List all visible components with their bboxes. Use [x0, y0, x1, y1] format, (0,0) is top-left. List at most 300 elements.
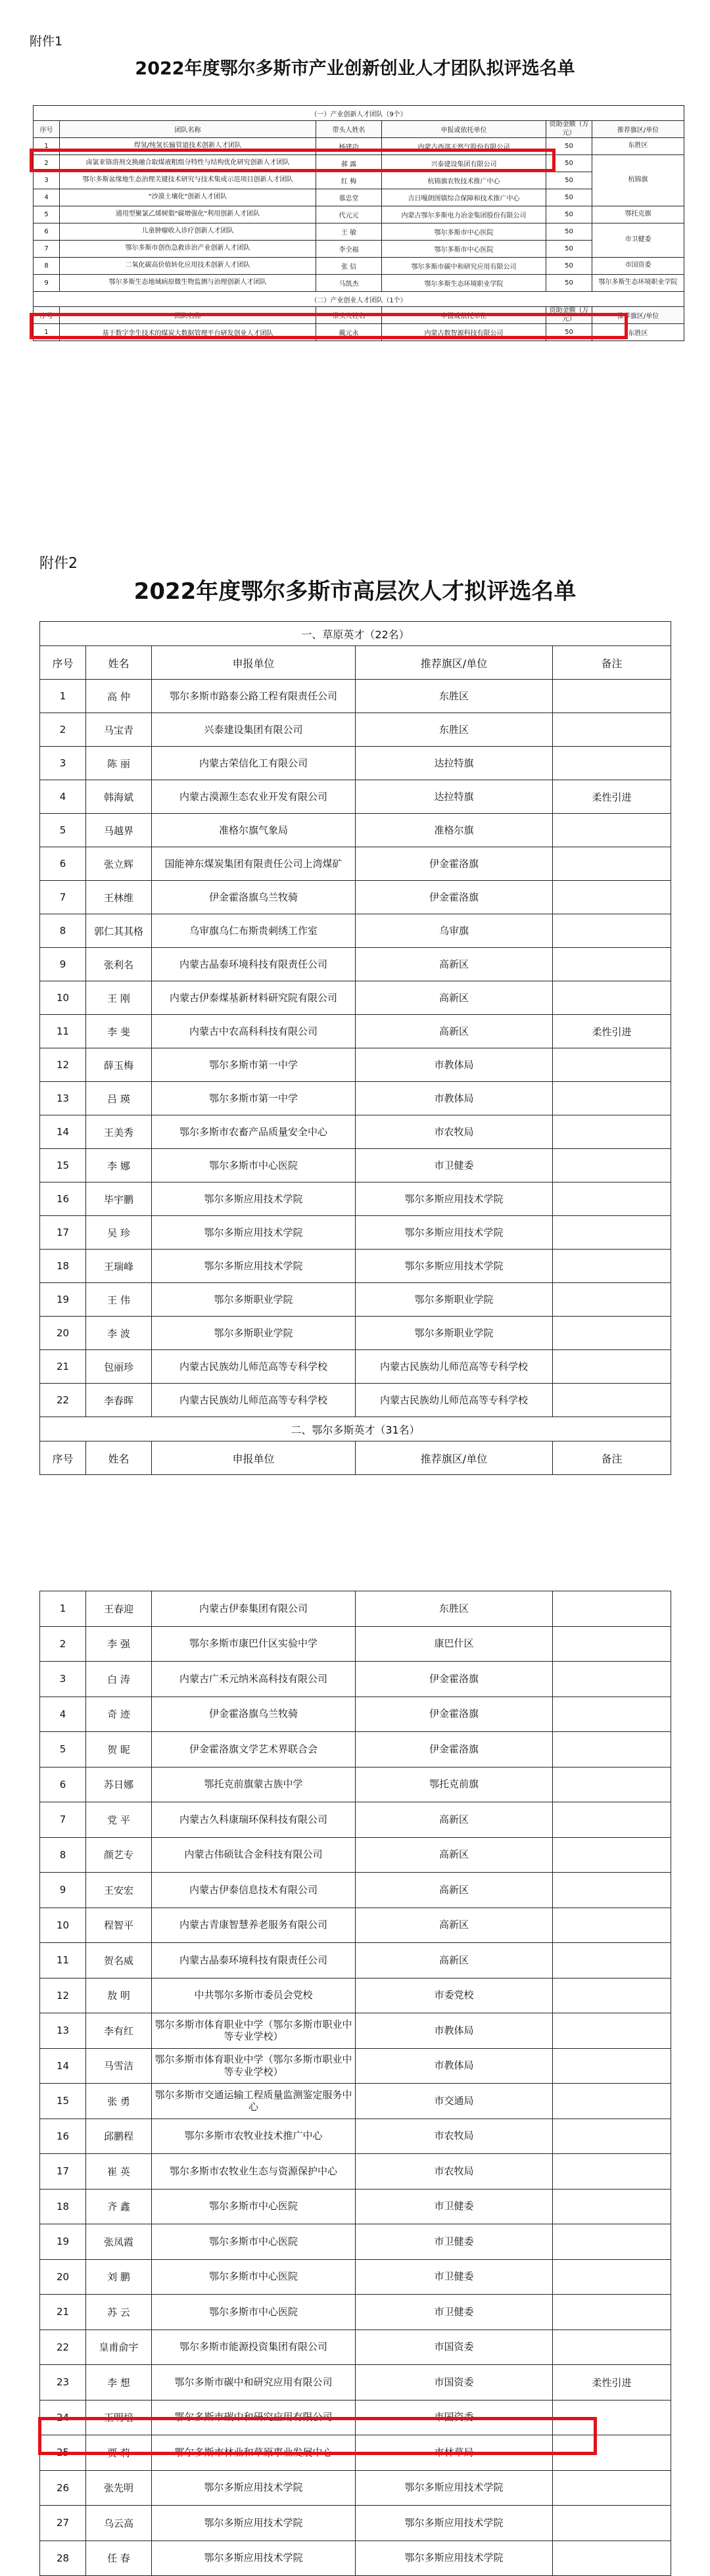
applicant-unit: 兴泰建设集团有限公司 — [382, 155, 546, 172]
talent-table-grassland — [39, 621, 671, 1475]
person-name: 张凤霞 — [86, 2224, 152, 2260]
row-number: 8 — [40, 914, 86, 948]
startup-amount: 50 — [546, 324, 592, 341]
row-number: 16 — [40, 1183, 86, 1216]
applicant-unit: 伊金霍洛旗乌兰牧骑 — [152, 881, 356, 914]
person-name: 王 刚 — [86, 981, 152, 1015]
row-number: 2 — [40, 1626, 86, 1662]
talent-row — [40, 1149, 671, 1183]
row-number: 8 — [40, 1837, 86, 1873]
remark — [553, 1183, 671, 1216]
table-row — [34, 241, 684, 258]
person-name: 邱鹏程 — [86, 2119, 152, 2154]
talent-row — [40, 1662, 671, 1697]
applicant-unit: 鄂尔多斯市康巴什区实验中学 — [152, 1626, 356, 1662]
applicant-unit: 鄂尔多斯市中心医院 — [152, 2224, 356, 2260]
applicant-unit: 鄂尔多斯市交通运输工程质量监测鉴定服务中心 — [152, 2084, 356, 2119]
remark — [553, 914, 671, 948]
header-row — [34, 121, 684, 138]
remark — [553, 2295, 671, 2330]
talent-row — [40, 1048, 671, 1082]
row-number: 23 — [40, 2365, 86, 2400]
recommending-unit: 鄂尔多斯应用技术学院 — [356, 2541, 553, 2576]
talent-row — [40, 1697, 671, 1732]
row-number: 2 — [34, 155, 60, 172]
recommending-unit: 高新区 — [356, 1873, 553, 1908]
row-number: 13 — [40, 1082, 86, 1115]
person-name: 张先明 — [86, 2470, 152, 2506]
applicant-unit: 内蒙古晶泰环境科技有限责任公司 — [152, 1943, 356, 1979]
remark — [553, 1767, 671, 1802]
person-name: 李 想 — [86, 2365, 152, 2400]
section-title: 一、草原英才（22名） — [40, 622, 671, 646]
recommending-unit: 伊金霍洛旗 — [356, 1697, 553, 1732]
row-number: 20 — [40, 2259, 86, 2295]
applicant-unit: 内蒙古鄂尔多斯电力冶金集团股份有限公司 — [382, 206, 546, 223]
applicant-unit: 鄂尔多斯市中心医院 — [152, 2295, 356, 2330]
applicant-unit: 鄂尔多斯市第一中学 — [152, 1048, 356, 1082]
section-header-row — [34, 292, 684, 307]
attachment-2-label: 附件2 — [39, 555, 78, 572]
recommending-unit: 市卫健委 — [356, 1149, 553, 1183]
person-name: 王 伟 — [86, 1283, 152, 1317]
team-name: 鄂尔多斯盆缘地生态治理关键技术研究与技术集成示范项目创新人才团队 — [60, 172, 316, 189]
person-name: 奇 迹 — [86, 1697, 152, 1732]
row-number: 3 — [40, 747, 86, 780]
applicant-unit: 内蒙古青康智慧养老服务有限公司 — [152, 1908, 356, 1943]
remark — [553, 881, 671, 914]
remark — [553, 1908, 671, 1943]
person-name: 李 波 — [86, 1317, 152, 1350]
column-header: 申报或依托单位 — [382, 121, 546, 138]
column-header: 姓名 — [86, 1441, 152, 1475]
header-row — [40, 1441, 671, 1475]
applicant-unit: 伊金霍洛旗乌兰牧骑 — [152, 1697, 356, 1732]
funding-amount: 50 — [546, 206, 592, 223]
recommending-unit: 伊金霍洛旗 — [356, 1662, 553, 1697]
applicant-unit: 鄂尔多斯市农畜产品质量安全中心 — [152, 1115, 356, 1149]
remark — [553, 2259, 671, 2295]
remark — [553, 847, 671, 881]
person-name: 颜艺专 — [86, 1837, 152, 1873]
talent-row — [40, 1183, 671, 1216]
applicant-unit: 鄂尔多斯市碳中和研究应用有限公司 — [382, 258, 546, 275]
column-header: 资助金额（万元） — [546, 307, 592, 324]
remark — [553, 1626, 671, 1662]
person-name: 乌云高 — [86, 2506, 152, 2541]
table-row — [34, 189, 684, 206]
column-header: 申报单位 — [152, 646, 356, 680]
row-number: 27 — [40, 2506, 86, 2541]
applicant-unit: 鄂尔多斯市中心医院 — [152, 2189, 356, 2224]
recommending-unit: 市卫健委 — [356, 2259, 553, 2295]
row-number: 28 — [40, 2541, 86, 2576]
row-number: 21 — [40, 2295, 86, 2330]
recommending-unit: 市国资委 — [356, 2330, 553, 2365]
talent-row — [40, 814, 671, 847]
talent-row — [40, 2084, 671, 2119]
row-number: 10 — [40, 1908, 86, 1943]
applicant-unit: 准格尔旗气象局 — [152, 814, 356, 847]
recommending-unit: 市教体局 — [356, 1048, 553, 1082]
person-name: 陈 丽 — [86, 747, 152, 780]
remark: 柔性引进 — [553, 1015, 671, 1048]
applicant-unit: 内蒙古晶泰环境科技有限责任公司 — [152, 948, 356, 981]
person-name: 李有红 — [86, 2013, 152, 2049]
talent-row — [40, 1283, 671, 1317]
row-number: 6 — [34, 223, 60, 241]
recommending-unit: 伊金霍洛旗 — [356, 1732, 553, 1768]
remark — [553, 2541, 671, 2576]
column-header: 推荐旗区/单位 — [592, 121, 684, 138]
row-number: 7 — [40, 881, 86, 914]
remark — [553, 2048, 671, 2084]
leader-name: 红 梅 — [316, 172, 382, 189]
column-header: 序号 — [34, 121, 60, 138]
applicant-unit: 内蒙古荣信化工有限公司 — [152, 747, 356, 780]
talent-row — [40, 1908, 671, 1943]
row-number: 12 — [40, 1048, 86, 1082]
remark — [553, 2330, 671, 2365]
recommending-unit: 市林草局 — [356, 2435, 553, 2471]
person-name: 李 强 — [86, 1626, 152, 1662]
applicant-unit: 鄂尔多斯市路泰公路工程有限责任公司 — [152, 680, 356, 713]
leader-name: 王 敏 — [316, 223, 382, 241]
applicant-unit: 内蒙古广禾元纳米高科技有限公司 — [152, 1662, 356, 1697]
recommending-unit: 准格尔旗 — [356, 814, 553, 847]
funding-amount: 50 — [546, 223, 592, 241]
remark — [553, 1350, 671, 1384]
talent-row — [40, 847, 671, 881]
column-header: 推荐旗区/单位 — [592, 307, 684, 324]
row-number: 19 — [40, 1283, 86, 1317]
recommending-unit: 鄂尔多斯应用技术学院 — [356, 1183, 553, 1216]
recommending-unit: 市卫健委 — [592, 223, 684, 258]
row-number: 7 — [40, 1802, 86, 1838]
applicant-unit: 内蒙古中农高科科技有限公司 — [152, 1015, 356, 1048]
person-name: 贺 昵 — [86, 1732, 152, 1768]
table-row — [34, 172, 684, 189]
team-name: 鄂尔多斯生态地域病原微生物监测与治理创新人才团队 — [60, 275, 316, 292]
row-number: 5 — [40, 814, 86, 847]
remark: 柔性引进 — [553, 2365, 671, 2400]
column-header: 团队名称 — [60, 121, 316, 138]
talent-row — [40, 881, 671, 914]
person-name: 李春晖 — [86, 1384, 152, 1417]
column-header: 申报单位 — [152, 1441, 356, 1475]
remark — [553, 948, 671, 981]
recommending-unit: 高新区 — [356, 981, 553, 1015]
person-name: 李 斐 — [86, 1015, 152, 1048]
recommending-unit: 高新区 — [356, 1943, 553, 1979]
applicant-unit: 鄂尔多斯市中心医院 — [382, 223, 546, 241]
talent-row — [40, 1384, 671, 1417]
recommending-unit: 市卫健委 — [356, 2295, 553, 2330]
recommending-unit: 鄂尔多斯生态环境职业学院 — [592, 275, 684, 292]
applicant-unit: 鄂托克前旗蒙古族中学 — [152, 1767, 356, 1802]
person-name: 苏日娜 — [86, 1767, 152, 1802]
talent-row — [40, 1216, 671, 1250]
row-number: 21 — [40, 1350, 86, 1384]
row-number: 17 — [40, 2154, 86, 2190]
recommending-unit: 市农牧局 — [356, 1115, 553, 1149]
leader-name: 马凯杰 — [316, 275, 382, 292]
remark — [553, 1384, 671, 1417]
applicant-unit: 鄂尔多斯市体育职业中学（鄂尔多斯市职业中等专业学校） — [152, 2048, 356, 2084]
team-name: "沙漠土壤化"创新人才团队 — [60, 189, 316, 206]
person-name: 薛玉梅 — [86, 1048, 152, 1082]
row-number: 9 — [40, 948, 86, 981]
applicant-unit: 鄂尔多斯职业学院 — [152, 1317, 356, 1350]
talent-row — [40, 2506, 671, 2541]
person-name: 张立辉 — [86, 847, 152, 881]
recommending-unit: 市教体局 — [356, 2013, 553, 2049]
talent-list-title: 2022年度鄂尔多斯市高层次人才拟评选名单 — [133, 578, 577, 605]
applicant-unit: 鄂尔多斯市中心医院 — [152, 1149, 356, 1183]
recommending-unit: 鄂尔多斯职业学院 — [356, 1283, 553, 1317]
recommending-unit: 东胜区 — [356, 713, 553, 747]
remark — [553, 2470, 671, 2506]
applicant-unit: 鄂尔多斯应用技术学院 — [152, 2470, 356, 2506]
leader-name: 李全福 — [316, 241, 382, 258]
column-header: 带头人姓名 — [316, 121, 382, 138]
remark — [553, 1048, 671, 1082]
row-number: 8 — [34, 258, 60, 275]
row-number: 24 — [40, 2400, 86, 2435]
funding-amount: 50 — [546, 258, 592, 275]
remark — [553, 1978, 671, 2013]
applicant-unit: 乌审旗乌仁布斯贵刺绣工作室 — [152, 914, 356, 948]
remark — [553, 747, 671, 780]
row-number: 3 — [40, 1662, 86, 1697]
row-number: 13 — [40, 2013, 86, 2049]
talent-row — [40, 1082, 671, 1115]
startup-team: 基于数字孪生技术的煤炭大数据管理平台研发创业人才团队 — [60, 324, 316, 341]
row-number: 11 — [40, 1943, 86, 1979]
row-number: 1 — [40, 1591, 86, 1627]
applicant-unit: 鄂尔多斯市农牧业技术推广中心 — [152, 2119, 356, 2154]
remark — [553, 2119, 671, 2154]
applicant-unit: 鄂尔多斯市农牧业生态与资源保护中心 — [152, 2154, 356, 2190]
row-number: 4 — [40, 780, 86, 814]
recommending-unit: 杭锦旗 — [592, 155, 684, 206]
talent-row — [40, 948, 671, 981]
applicant-unit: 鄂尔多斯市体育职业中学（鄂尔多斯市职业中等专业学校） — [152, 2013, 356, 2049]
applicant-unit: 内蒙古伟硕钛合金科技有限公司 — [152, 1837, 356, 1873]
team-name: 焊氢/纯氢长输管道技术创新人才团队 — [60, 138, 316, 155]
remark — [553, 2084, 671, 2119]
person-name: 王林维 — [86, 881, 152, 914]
table-row — [34, 223, 684, 241]
talent-row — [40, 2048, 671, 2084]
person-name: 刘 鹏 — [86, 2259, 152, 2295]
recommending-unit: 达拉特旗 — [356, 780, 553, 814]
leader-name: 杨建功 — [316, 138, 382, 155]
applicant-unit: 兴泰建设集团有限公司 — [152, 713, 356, 747]
remark — [553, 2224, 671, 2260]
recommending-unit: 鄂托克前旗 — [356, 1767, 553, 1802]
leader-name: 郝 露 — [316, 155, 382, 172]
talent-row — [40, 1978, 671, 2013]
recommending-unit: 鄂尔多斯职业学院 — [356, 1317, 553, 1350]
applicant-unit: 鄂尔多斯市中心医院 — [382, 241, 546, 258]
applicant-unit: 鄂尔多斯应用技术学院 — [152, 1250, 356, 1283]
person-name: 马雪洁 — [86, 2048, 152, 2084]
leader-name: 代元元 — [316, 206, 382, 223]
row-number: 5 — [34, 206, 60, 223]
section-header-row — [40, 622, 671, 646]
recommending-unit: 市委党校 — [356, 1978, 553, 2013]
talent-row — [40, 2330, 671, 2365]
talent-row — [40, 1943, 671, 1979]
row-number: 14 — [40, 1115, 86, 1149]
talent-row — [40, 2154, 671, 2190]
applicant-unit: 鄂尔多斯应用技术学院 — [152, 2541, 356, 2576]
person-name: 李 娜 — [86, 1149, 152, 1183]
remark — [553, 1250, 671, 1283]
column-header: 序号 — [40, 1441, 86, 1475]
highlight-box — [30, 149, 556, 172]
recommending-unit: 市国资委 — [356, 2400, 553, 2435]
applicant-unit: 国能神东煤炭集团有限责任公司上湾煤矿 — [152, 847, 356, 881]
recommending-unit: 东胜区 — [356, 680, 553, 713]
remark — [553, 1082, 671, 1115]
talent-row — [40, 1317, 671, 1350]
recommending-unit: 市农牧局 — [356, 2154, 553, 2190]
header-row — [40, 646, 671, 680]
talent-row — [40, 2365, 671, 2400]
column-header: 推荐旗区/单位 — [356, 646, 553, 680]
row-number: 6 — [40, 1767, 86, 1802]
talent-row — [40, 2119, 671, 2154]
recommending-unit: 内蒙古民族幼儿师范高等专科学校 — [356, 1384, 553, 1417]
funding-amount: 50 — [546, 172, 592, 189]
row-number: 18 — [40, 1250, 86, 1283]
talent-row — [40, 1873, 671, 1908]
row-number: 5 — [40, 1732, 86, 1768]
remark — [553, 1216, 671, 1250]
person-name: 齐 鑫 — [86, 2189, 152, 2224]
person-name: 张利名 — [86, 948, 152, 981]
highlight-box — [30, 313, 628, 339]
remark — [553, 1149, 671, 1183]
person-name: 毕宇鹏 — [86, 1183, 152, 1216]
row-number: 1 — [34, 138, 60, 155]
talent-row — [40, 2541, 671, 2576]
talent-row — [40, 2013, 671, 2049]
row-number: 18 — [40, 2189, 86, 2224]
row-number: 10 — [40, 981, 86, 1015]
row-number: 2 — [40, 713, 86, 747]
person-name: 程智平 — [86, 1908, 152, 1943]
row-number: 3 — [34, 172, 60, 189]
person-name: 苏 云 — [86, 2295, 152, 2330]
highlight-box — [38, 2417, 597, 2455]
row-number: 22 — [40, 1384, 86, 1417]
applicant-unit: 鄂尔多斯应用技术学院 — [152, 1183, 356, 1216]
person-name: 贾 莉 — [86, 2435, 152, 2471]
talent-row — [40, 747, 671, 780]
recommending-unit: 市教体局 — [356, 2048, 553, 2084]
applicant-unit: 内蒙古民族幼儿师范高等专科学校 — [152, 1384, 356, 1417]
remark — [553, 1837, 671, 1873]
applicant-unit: 吉日嘎朗图镇综合保障和技术推广中心 — [382, 189, 546, 206]
recommending-unit: 东胜区 — [592, 138, 684, 155]
row-number: 25 — [40, 2435, 86, 2471]
row-number: 4 — [34, 189, 60, 206]
table-row — [34, 206, 684, 223]
row-number: 7 — [34, 241, 60, 258]
remark — [553, 1697, 671, 1732]
funding-amount: 50 — [546, 189, 592, 206]
section-title: （二）产业创业人才团队（1个） — [34, 292, 684, 307]
applicant-unit: 鄂尔多斯应用技术学院 — [152, 2506, 356, 2541]
talent-row — [40, 1015, 671, 1048]
applicant-unit: 内蒙古漠源生态农业开发有限公司 — [152, 780, 356, 814]
remark — [553, 981, 671, 1015]
team-name: 鄂尔多斯市创伤急救诊治产业创新人才团队 — [60, 241, 316, 258]
column-header: 团队名称 — [60, 307, 316, 324]
applicant-unit: 内蒙古西部天然气股份有限公司 — [382, 138, 546, 155]
person-name: 皇甫俞宇 — [86, 2330, 152, 2365]
talent-row — [40, 1350, 671, 1384]
applicant-unit: 内蒙古伊泰信息技术有限公司 — [152, 1873, 356, 1908]
recommending-unit: 乌审旗 — [356, 914, 553, 948]
applicant-unit: 杭锦旗农牧技术推广中心 — [382, 172, 546, 189]
applicant-unit: 鄂尔多斯职业学院 — [152, 1283, 356, 1317]
person-name: 王明培 — [86, 2400, 152, 2435]
column-header: 带头人姓名 — [316, 307, 382, 324]
row-number: 9 — [40, 1873, 86, 1908]
row-number: 15 — [40, 1149, 86, 1183]
talent-row — [40, 1767, 671, 1802]
row-number: 4 — [40, 1697, 86, 1732]
talent-row — [40, 680, 671, 713]
person-name: 白 涛 — [86, 1662, 152, 1697]
startup-unit: 内蒙古数智源科技有限公司 — [382, 324, 546, 341]
table-row — [34, 275, 684, 292]
funding-amount: 50 — [546, 155, 592, 172]
column-header: 申报或依托单位 — [382, 307, 546, 324]
person-name: 王安宏 — [86, 1873, 152, 1908]
person-name: 马越界 — [86, 814, 152, 847]
recommending-unit: 市国资委 — [356, 2365, 553, 2400]
funding-amount: 50 — [546, 275, 592, 292]
talent-row — [40, 2224, 671, 2260]
remark — [553, 1943, 671, 1979]
row-number: 19 — [40, 2224, 86, 2260]
person-name: 郭仁其其格 — [86, 914, 152, 948]
funding-amount: 50 — [546, 138, 592, 155]
startup-leader: 戴元永 — [316, 324, 382, 341]
remark — [553, 2154, 671, 2190]
recommending-unit: 鄂尔多斯应用技术学院 — [356, 1216, 553, 1250]
row-number: 14 — [40, 2048, 86, 2084]
recommending-unit: 高新区 — [356, 1837, 553, 1873]
talent-row — [40, 1802, 671, 1838]
remark — [553, 713, 671, 747]
team-name: 二氧化碳高价值转化应用技术创新人才团队 — [60, 258, 316, 275]
table-row — [34, 258, 684, 275]
row-number: 9 — [34, 275, 60, 292]
recommending-unit: 鄂托克旗 — [592, 206, 684, 223]
applicant-unit: 鄂尔多斯市林业和草原事业发展中心 — [152, 2435, 356, 2471]
applicant-unit: 内蒙古伊泰集团有限公司 — [152, 1591, 356, 1627]
remark — [553, 1115, 671, 1149]
applicant-unit: 鄂尔多斯生态环境职业学院 — [382, 275, 546, 292]
recommending-unit: 东胜区 — [356, 1591, 553, 1627]
column-header: 推荐旗区/单位 — [356, 1441, 553, 1475]
